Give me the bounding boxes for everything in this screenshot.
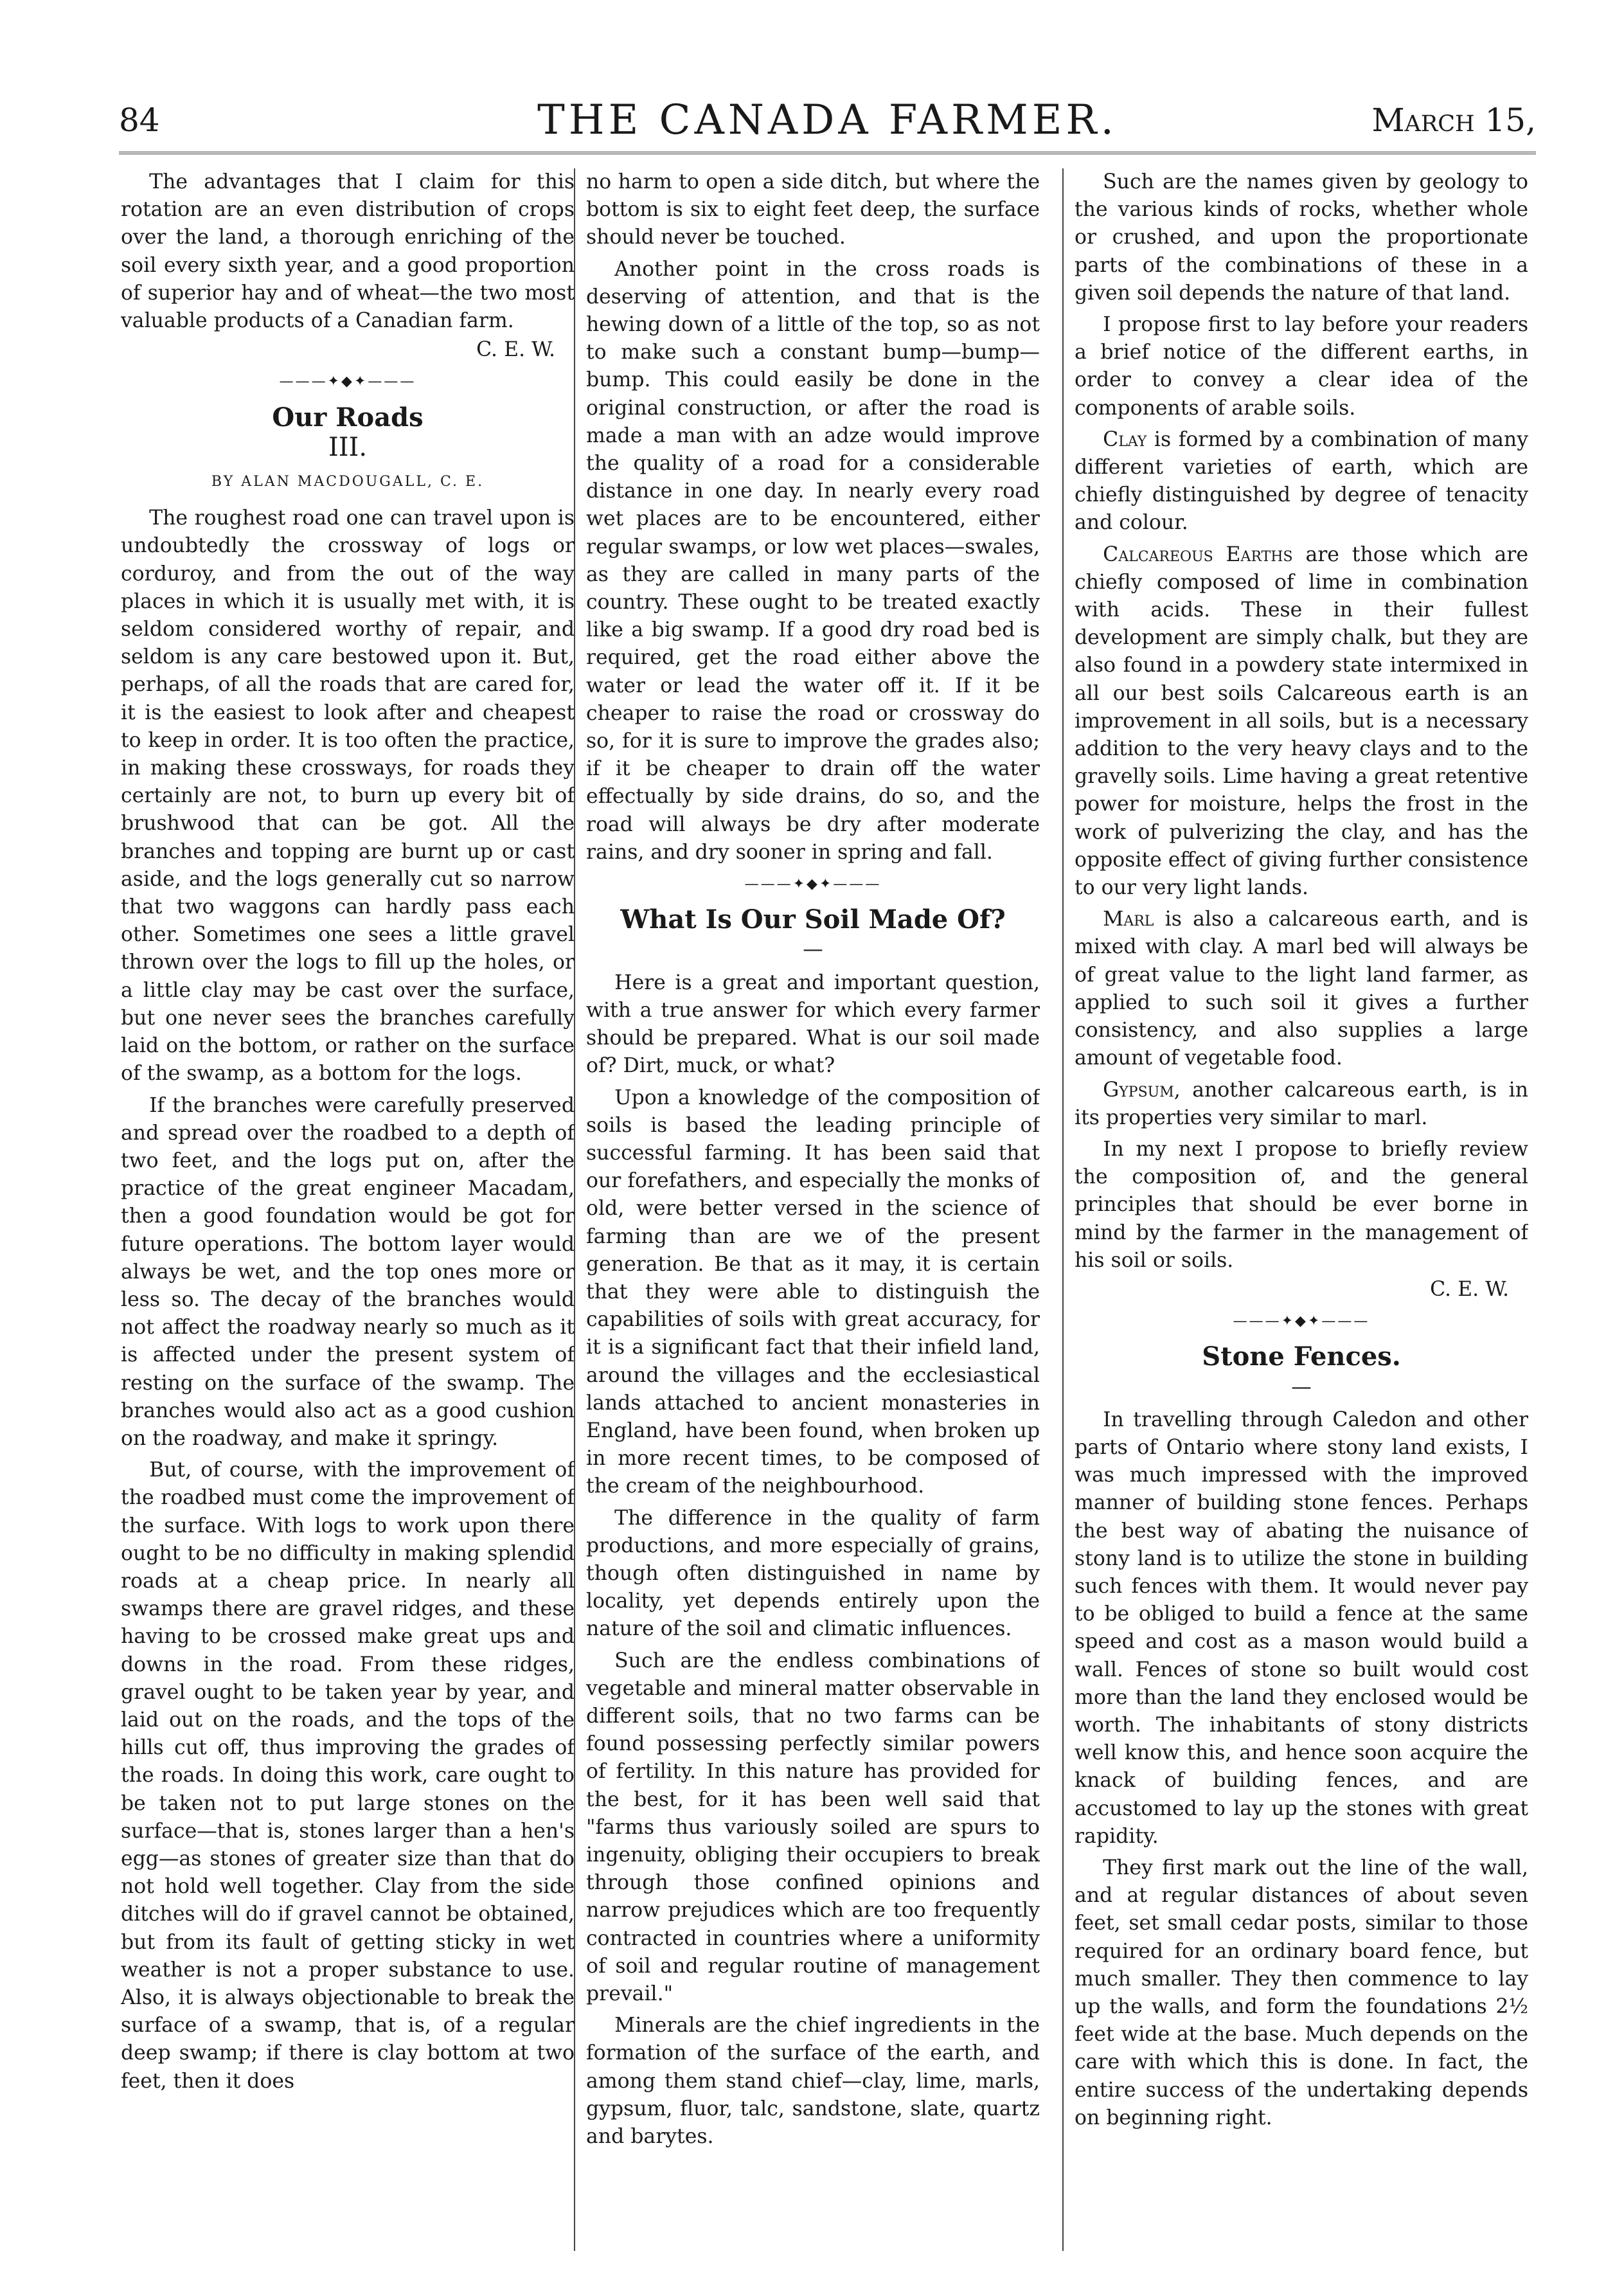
term: Marl [1103,908,1154,931]
paragraph: Another point in the cross roads is deserving of attention, and that is the hewing down of a little of the top, so as not to make such a constant bump—bump—bump. This could easily be done in the original construction, or after the road is made a man with an adze would improve the quality of a road for a considerable distance in one day. In nearly every road wet places are to be encountered, either regular swamps, or low wet places—swales, as they are called in many parts of the country. These ought to be treated exactly like a big swamp. If a good dry road bed is required, get the road either above the water or lead the water off it. If it be cheaper to raise the road or crossway do so, for it is sure to improve the grades also; if it be cheaper to drain off the water effectually by side drains, do so, and the road will always be dry after moderate rains, and dry sooner in spring and fall. [586,257,1040,864]
paragraph: But, of course, with the improvement of the roadbed must come the improvement of the surface. With logs to work upon there ought to be no difficulty in making splendid roads at a cheap price. In nearly all swamps there are gravel ridges, and these having to be crossed make great ups and downs in the road. From these ridges, gravel ought to be taken year by year, and laid out on the roads, and the tops of the hills cut off, thus improving the grades of the roads. In doing this work, care ought to be taken not to put large stones on the surface—that is, stones larger than a hen's egg—as stones of greater size than that do not hold well together. Clay from the side ditches will do if gravel cannot be obtained, but from its fault of getting sticky in wet weather is not a proper substance to use. Also, it is always objectionable to break the surface of a swamp, that is, of a regular deep swamp; if there is clay bottom at two feet, then it does [121,1458,575,2093]
paragraph [1075,541,1528,902]
column-1 [121,168,575,2251]
masthead-rule [119,152,1536,154]
signature: C. E. W. [476,338,555,362]
heading-dash: — [803,938,823,962]
paragraph: The roughest road one can travel upon is undoubtedly the crossway of logs or corduroy, and from the out of the way places in which it is usually met with, it is seldom considered worthy of repair, and seldom is any care bestowed upon it. But, perhaps, of all the roads that are cared for, it is the easiest to look after and cheapest to keep in order. It is too often the practice, in making these crossways, for roads they certainly are not, to burn up every bit of brushwood that can be got. All the branches and topping are burnt up or cast aside, and the logs generally cut so narrow that two waggons can hardly pass each other. Sometimes one sees a little gravel thrown over the logs to fill up the holes, or a little clay may be cast over the surface, but one never sees the branches carefully laid on the bottom, or rather on the surface of the swamp, as a bottom for the logs. [121,506,575,1086]
paragraph [1075,906,1528,1072]
term: Calcareous Earths [1103,542,1293,566]
ornament-divider: ———✦◆✦——— [279,373,416,390]
ornament-divider: ———✦◆✦——— [1233,1313,1370,1330]
masthead [119,96,1536,154]
issue-date: March 15, [1371,102,1536,139]
term: Clay [1103,427,1147,451]
term-text: is also a calcareous earth, and is mixed with clay. A marl bed will always be of great value to the light land farmer, as applied to such soil it gives a further consistency, and also supplies a large amount of vegetable food. [1075,908,1528,1070]
signature: C. E. W. [1430,1277,1509,1301]
paragraph: In travelling through Caledon and other parts of Ontario where stony land exists, I was much impressed with the improved manner of building stone fences. Perhaps the best way of abating the nuisance of stony land is to utilize the stone in building such fences with them. It would never pay to be obliged to build a fence at the same speed and cost as a mason would build a wall. Fences of stone so built would cost more than the land they enclosed would be worth. The inhabitants of stony districts well know this, and hence soon acquire the knack of building fences, and are accustomed to lay up the stones with great rapidity. [1075,1408,1528,1848]
paragraph: I propose first to lay before your readers a brief notice of the different earths, in order to convey a clear idea of the components of arable soils. [1075,313,1528,420]
paragraph: In my next I propose to briefly review the composition of, and the general principles that should be ever borne in mind by the farmer in the management of his soil or soils. [1075,1137,1528,1272]
term-text: are those which are chiefly composed of lime in combination with acids. These in their fullest development are simply chalk, but they are also found in a powdery state intermixed in all our best soils Calcareous earth is an improvement in all soils, but is a necessary addition to the very heavy clays and to the gravelly soils. Lime having a great retentive power for moisture, helps the frost in the work of pulverizing the clay, and has the opposite effect of giving further consistence to our very light lands. [1075,542,1528,900]
ornament-divider: ———✦◆✦——— [744,876,882,893]
heading-dash: — [1291,1375,1312,1399]
column-divider [1062,168,1064,2251]
paragraph: If the branches were carefully preserved and spread over the roadbed to a depth of two feet, and the logs put on, after the practice of the great engineer Macadam, then a good foundation would be got for future operations. The bottom layer would always be wet, and the top ones more or less so. The decay of the branches would not affect the roadway nearly so much as it is affected under the present system of resting on the surface of the swamp. The branches would also act as a good cushion on the roadway, and make it springy. [121,1093,575,1450]
paragraph [1075,1077,1528,1132]
paragraph: Upon a knowledge of the composition of soils is based the leading principle of successful farming. It has been said that our forefathers, and especially the monks of old, were better versed in the science of farming than are we of the present generation. Be that as it may, it is certain that they were able to distinguish the capabilities of soils with great accuracy, for it is a significant fact that their infield land, around the villages and the ecclesiastical lands attached to ancient monasteries in England, have been found, when broken up in more recent times, to be composed of the cream of the neighbourhood. [586,1086,1040,1498]
paragraph: Minerals are the chief ingredients in the formation of the surface of the earth, and among them stand chief—clay, lime, marls, gypsum, fluor, talc, sandstone, slate, quartz and barytes. [586,2014,1040,2149]
article-heading: Our Roads [272,402,424,433]
term-text: is formed by a combination of many different varieties of earth, which are chiefly distinguished by degree of tenacity and colour. [1075,427,1528,535]
article-heading: What Is Our Soil Made Of? [620,904,1006,935]
paragraph: no harm to open a side ditch, but where the bottom is six to eight feet deep, the surface should never be touched. [586,170,1040,249]
byline: BY ALAN MACDOUGALL, C. E. [211,474,485,490]
page-number: 84 [119,102,160,139]
column-2 [586,168,1040,2251]
paragraph: Such are the endless combinations of vegetable and mineral matter observable in different soils, that no two farms can be found possessing perfectly similar powers of fertility. In this nature has provided for the best, for it has been well said that "farms thus variously soiled are spurs to ingenuity, obliging their occupiers to break through those confined opinions and narrow prejudices which are too frequently contracted in countries where a uniformity of soil and regular routine of management prevail." [586,1649,1040,2005]
term: Gypsum [1103,1078,1174,1102]
article-heading: Stone Fences. [1202,1341,1401,1372]
paragraph: They first mark out the line of the wall, and at regular distances of about seven feet, set small cedar posts, similar to those required for an ordinary board fence, but much smaller. They then commence to lay up the walls, and form the foundations 2½ feet wide at the base. Much depends on the care with which this is done. In fact, the entire success of the undertaking depends on beginning right. [1075,1856,1528,2129]
newspaper-title: THE CANADA FARMER. [537,96,1118,144]
paragraph: Here is a great and important question, with a true answer for which every farmer should be prepared. What is our soil made of? Dirt, muck, or what? [586,971,1040,1078]
term-text: , another calcareous earth, is in its properties very similar to marl. [1075,1078,1528,1129]
column-3 [1075,168,1528,2251]
paragraph: The difference in the quality of farm productions, and more especially of grains, though often distinguished in name by locality, yet depends entirely upon the nature of the soil and climatic influences. [586,1506,1040,1641]
article-numeral: III. [328,432,368,462]
paragraph: The advantages that I claim for this rotation are an even distribution of crops over the land, a thorough enriching of the soil every sixth year, and a good proportion of superior hay and of wheat—the two most valuable products of a Canadian farm. [121,170,575,333]
paragraph [1075,426,1528,537]
paragraph: Such are the names given by geology to the various kinds of rocks, whether whole or crushed, and upon the proportionate parts of the combinations of these in a given soil depends the nature of that land. [1075,170,1528,305]
